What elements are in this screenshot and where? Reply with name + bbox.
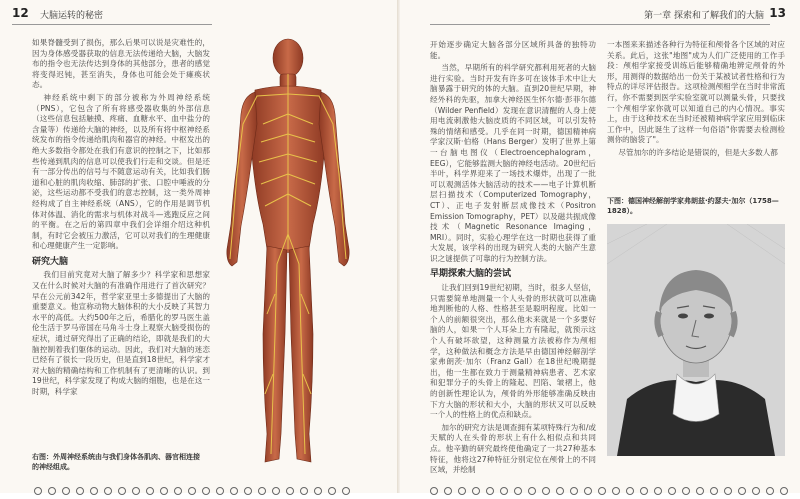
left-header-rule	[12, 24, 212, 25]
left-paragraph-3: 我们目前究竟对大脑了解多少？科学家和思想家又在什么时候对大脑的有准确作用进行了首次研究？早在公元前342年，哲学家亚里士多德提出了大脑的重要意义。他宣称动物大脑体积的大小反映了其智力水平的高低。大约500年之后，希腊化的罗马医生盖伦生活于罗马帝国在马角斗士身上观察大脑受损伤的症状，通过研究得出了正确的结论，即就是我们的大脑控制着我们躯体的运动。因此，我们对大脑的迷恋已经有了很长一段历史，但是直到18世纪，科学家才对大脑的精确结构和工作机制有了更清晰的认识。到19世纪，科学家发现了构成大脑的细胞，也是在这一时期，科学家	[32, 270, 210, 396]
left-page-number: 12	[12, 6, 29, 20]
left-paragraph-1: 如果脊髓受到了损伤，那么后果可以说是灾难性的，因为身体感受器获取的信息无法传递给大脑，大脑发布的指令也无法传达到身体的其他部分，患者的感觉将变得迟钝，甚至消失，身体也可能会处于瘫痪状态。	[32, 38, 210, 90]
left-figure-caption: 右图：外周神经系统由与我们身体各肌肉、器官相连接的神经组成。	[32, 453, 200, 471]
left-section-heading: 研究大脑	[32, 256, 69, 267]
left-binding-dots	[34, 480, 356, 490]
right-running-title: 第一章 探索和了解我们的大脑	[644, 11, 764, 21]
left-paragraph-2: 神经系统中剩下的部分被称为外周神经系统（PNS），它包含了所有将感受器收集的外部信息（这些信息包括触摸、疼痛、血糖水平、血中盐分的含量等）传递给大脑的神经，以及所有将中枢神经系统发布的指令传递给肌肉和器官的神经。中枢发出的绝大多数指令都处在我们有意识的控制之下，比如那些传递到肌肉的信息可以使我们行走和交谈。但是还有一部分传出的信号与不随意运动有关，比如我们肠道和心脏的肌肉收缩、肺部的扩张、口腔中唾液的分泌，这些运动都不受我们的意志控制，这一类外周神经构成了自主神经系统（ANS），它的作用是调节机体对体温、消化的需求与机体对战斗—逃跑反应之间的平衡。在之后的第四章中我们会详细介绍这种机制，有时它会被压力激活，它可以对我们的生理健康和心理健康产生一定影响。	[32, 92, 210, 251]
right-col2-paragraph-2: 尽管加尔的许多结论是错误的，但是大多数人都	[618, 147, 778, 157]
right-running-head	[400, 6, 800, 22]
right-column-1	[430, 40, 596, 478]
portrait-caption: 下图：德国神经解剖学家弗朗兹·约瑟夫·加尔（1758—1828）。	[607, 197, 779, 215]
right-binding-dots	[430, 480, 794, 490]
right-header-rule	[430, 24, 770, 25]
right-col2-paragraph-1: 一本图来来描述各种行为特征和颅骨各个区域的对应关系。此后，这张"地图"成为人们广泛使用的工作手段：颅相学家接受训练后能够精确地辨定颅骨的外形，用测得的数据给出一份关于某被试者性格和行为特点的详尽评估报告。这项检测颅相学在当时非常流行，你不需要到医学实验室就可以测量头骨，只要找一个颅相学家你就可以知道自己的内心情况。事实上，由于这种技术在当时还被精神病学家应用到临床工作中，因此诞生了这样一句俗语"你需要去检测检测你的脑袋了"。	[607, 40, 785, 145]
right-page-number: 13	[769, 6, 786, 20]
nervous-system-figure	[213, 34, 363, 474]
right-section-heading: 早期探索大脑的尝试	[430, 269, 512, 280]
right-paragraph-2: 当然，早期所有的科学研究都利用死者的大脑进行实验。当时开发有许多可在该体手术中让大脑暴露于研究的体的大脑。直到20世纪早期，神经外科的先驱，加拿大神经医生怀尔德·彭菲尔德（Wilder Penfield）发现在意识清醒的人身上使用电流刺激他大脑皮质的不同区域，可以引发特殊的情绪和感受。几乎在同一时期，德国精神病学家汉斯·伯格（Hans Berger）发明了世界上第一台脑电图仪（Electroencephalogram，EEG），它能够监测大脑的神经电活动。20世纪后半叶，科学界迎来了一场技术爆炸，出现了一批可以观测活体大脑活动的技术——电子计算机断层扫描技术（Computerized Tomography，CT）、正电子发射断层成像技术（Positron Emission Tomography，PET）以及磁共振成像技术（Magnetic Resonance Imaging，MRI）。同时，实验心理学在这一时期也获得了重大发展，该学科的出现为研究人类的大脑产生意识之谜提供了可靠的行为控制方法。	[430, 63, 596, 263]
right-paragraph-4: 加尔的研究方法是调查拥有某项特殊行为和/或天赋的人在头骨的形状上有什么相似点和共同点。他辛勤的研究最终使他确定了一共27种基本特征，他将这27种特征分别定位在颅骨上的不同区域，并绘制	[430, 422, 596, 475]
left-running-title: 大脑运转的秘密	[40, 11, 104, 21]
right-column-2	[607, 40, 785, 161]
right-paragraph-1: 开始逐步确定大脑各部分区域所具备的独特功能。	[430, 40, 596, 60]
left-column	[32, 38, 210, 400]
left-running-head	[12, 6, 392, 22]
gall-portrait	[607, 224, 785, 456]
right-paragraph-3: 让我们回到19世纪初期，当时，很多人坚信，只需要简单地测量一个人头骨的形状就可以准确地判断他的人格、性格甚至是聪明程度。比如一个人的前额很突出，那么他未来就是一个多要好脑的人，如果一个人耳朵上方有隆起，就预示这个人有破坏欲望，这种测量方法被称作为颅相学，这种做法和概念方法是早由德国神经解剖学家弗朗茨·加尔（Franz Gall）在18世纪晚期提出，他一生都在致力于测量精神病患者、艺术家和犯罪分子的头骨上的隆起、凹陷、皱褶上，他的创新性理论认为，颅骨的外形能够准确反映由下方大脑的形状和大小，大脑的形状又可以反映一个人的性格上的优点和缺点。	[430, 283, 596, 420]
